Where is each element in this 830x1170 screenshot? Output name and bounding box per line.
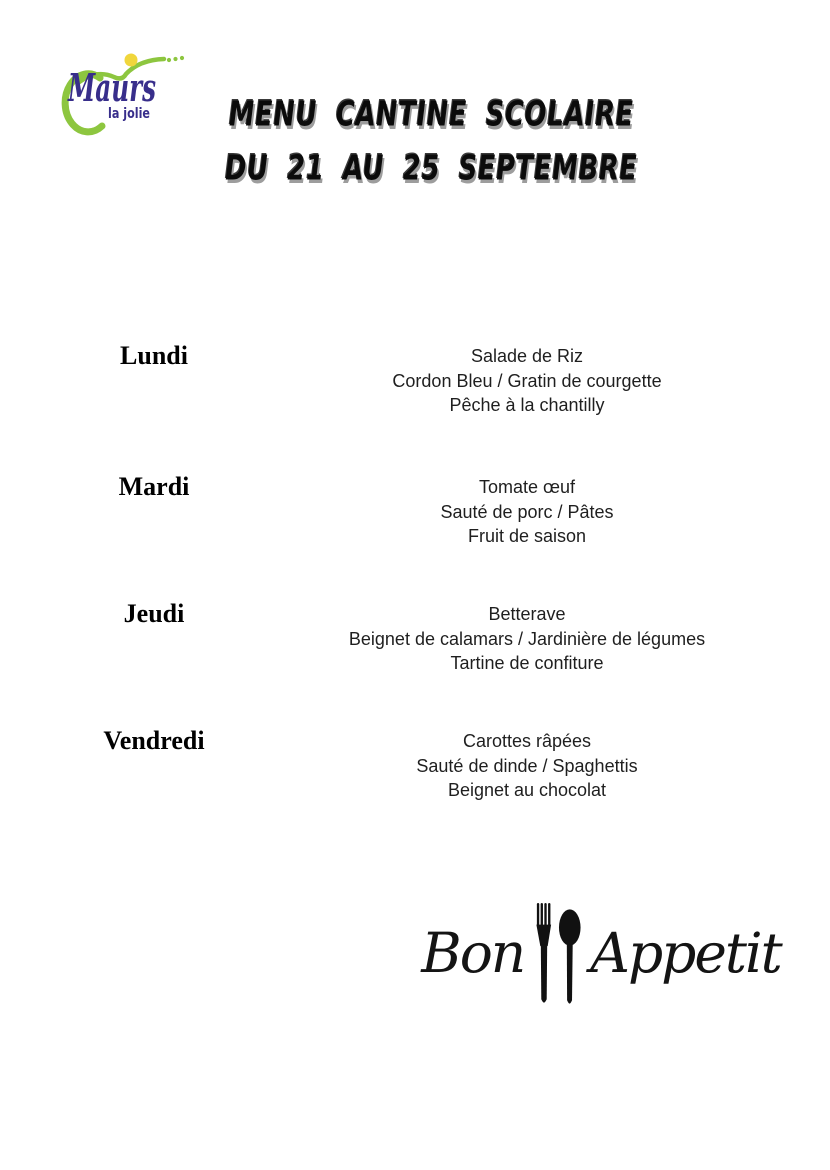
fork-and-spoon-icon xyxy=(526,903,588,1009)
menu-title: MENU CANTINE SCOLAIRE xyxy=(226,95,636,135)
menu-item: Sauté de porc / Pâtes xyxy=(440,501,614,522)
menu-item: Fruit de saison xyxy=(467,526,587,546)
bon-appetit-graphic xyxy=(393,900,809,1020)
menu-items-lundi xyxy=(262,344,792,418)
logo-tagline: la jolie xyxy=(108,106,150,122)
bon-script-text: Bon xyxy=(421,921,525,985)
day-label-jeudi: Jeudi xyxy=(123,599,185,628)
menu-item: Carottes râpées xyxy=(462,731,592,751)
logo-dashes-icon xyxy=(167,56,184,62)
menu-item: Cordon Bleu / Gratin de courgette xyxy=(392,370,662,391)
spoon-icon xyxy=(559,909,581,1003)
menu-item: Salade de Riz xyxy=(470,346,584,366)
day-label-lundi: Lundi xyxy=(120,341,188,370)
menu-item: Beignet de calamars / Jardinière de légumes xyxy=(348,628,706,649)
day-label-vendredi: Vendredi xyxy=(103,726,205,755)
menu-items-vendredi xyxy=(262,729,792,803)
day-label-mardi: Mardi xyxy=(118,472,190,501)
menu-item: Sauté de dinde / Spaghettis xyxy=(416,755,638,776)
fork-icon xyxy=(537,903,552,1003)
menu-item: Beignet au chocolat xyxy=(447,780,607,800)
menu-items-jeudi xyxy=(262,602,792,676)
menu-item: Pêche à la chantilly xyxy=(449,395,605,415)
menu-item: Betterave xyxy=(488,604,566,624)
menu-item: Tomate œuf xyxy=(478,477,576,497)
menu-item: Tartine de confiture xyxy=(450,653,604,673)
menu-date-range: DU 21 AU 25 SEPTEMBRE xyxy=(222,149,640,189)
menu-items-mardi xyxy=(262,475,792,549)
logo-wordmark: Maurs xyxy=(66,65,156,110)
appetit-script-text: Appetit xyxy=(590,921,781,985)
